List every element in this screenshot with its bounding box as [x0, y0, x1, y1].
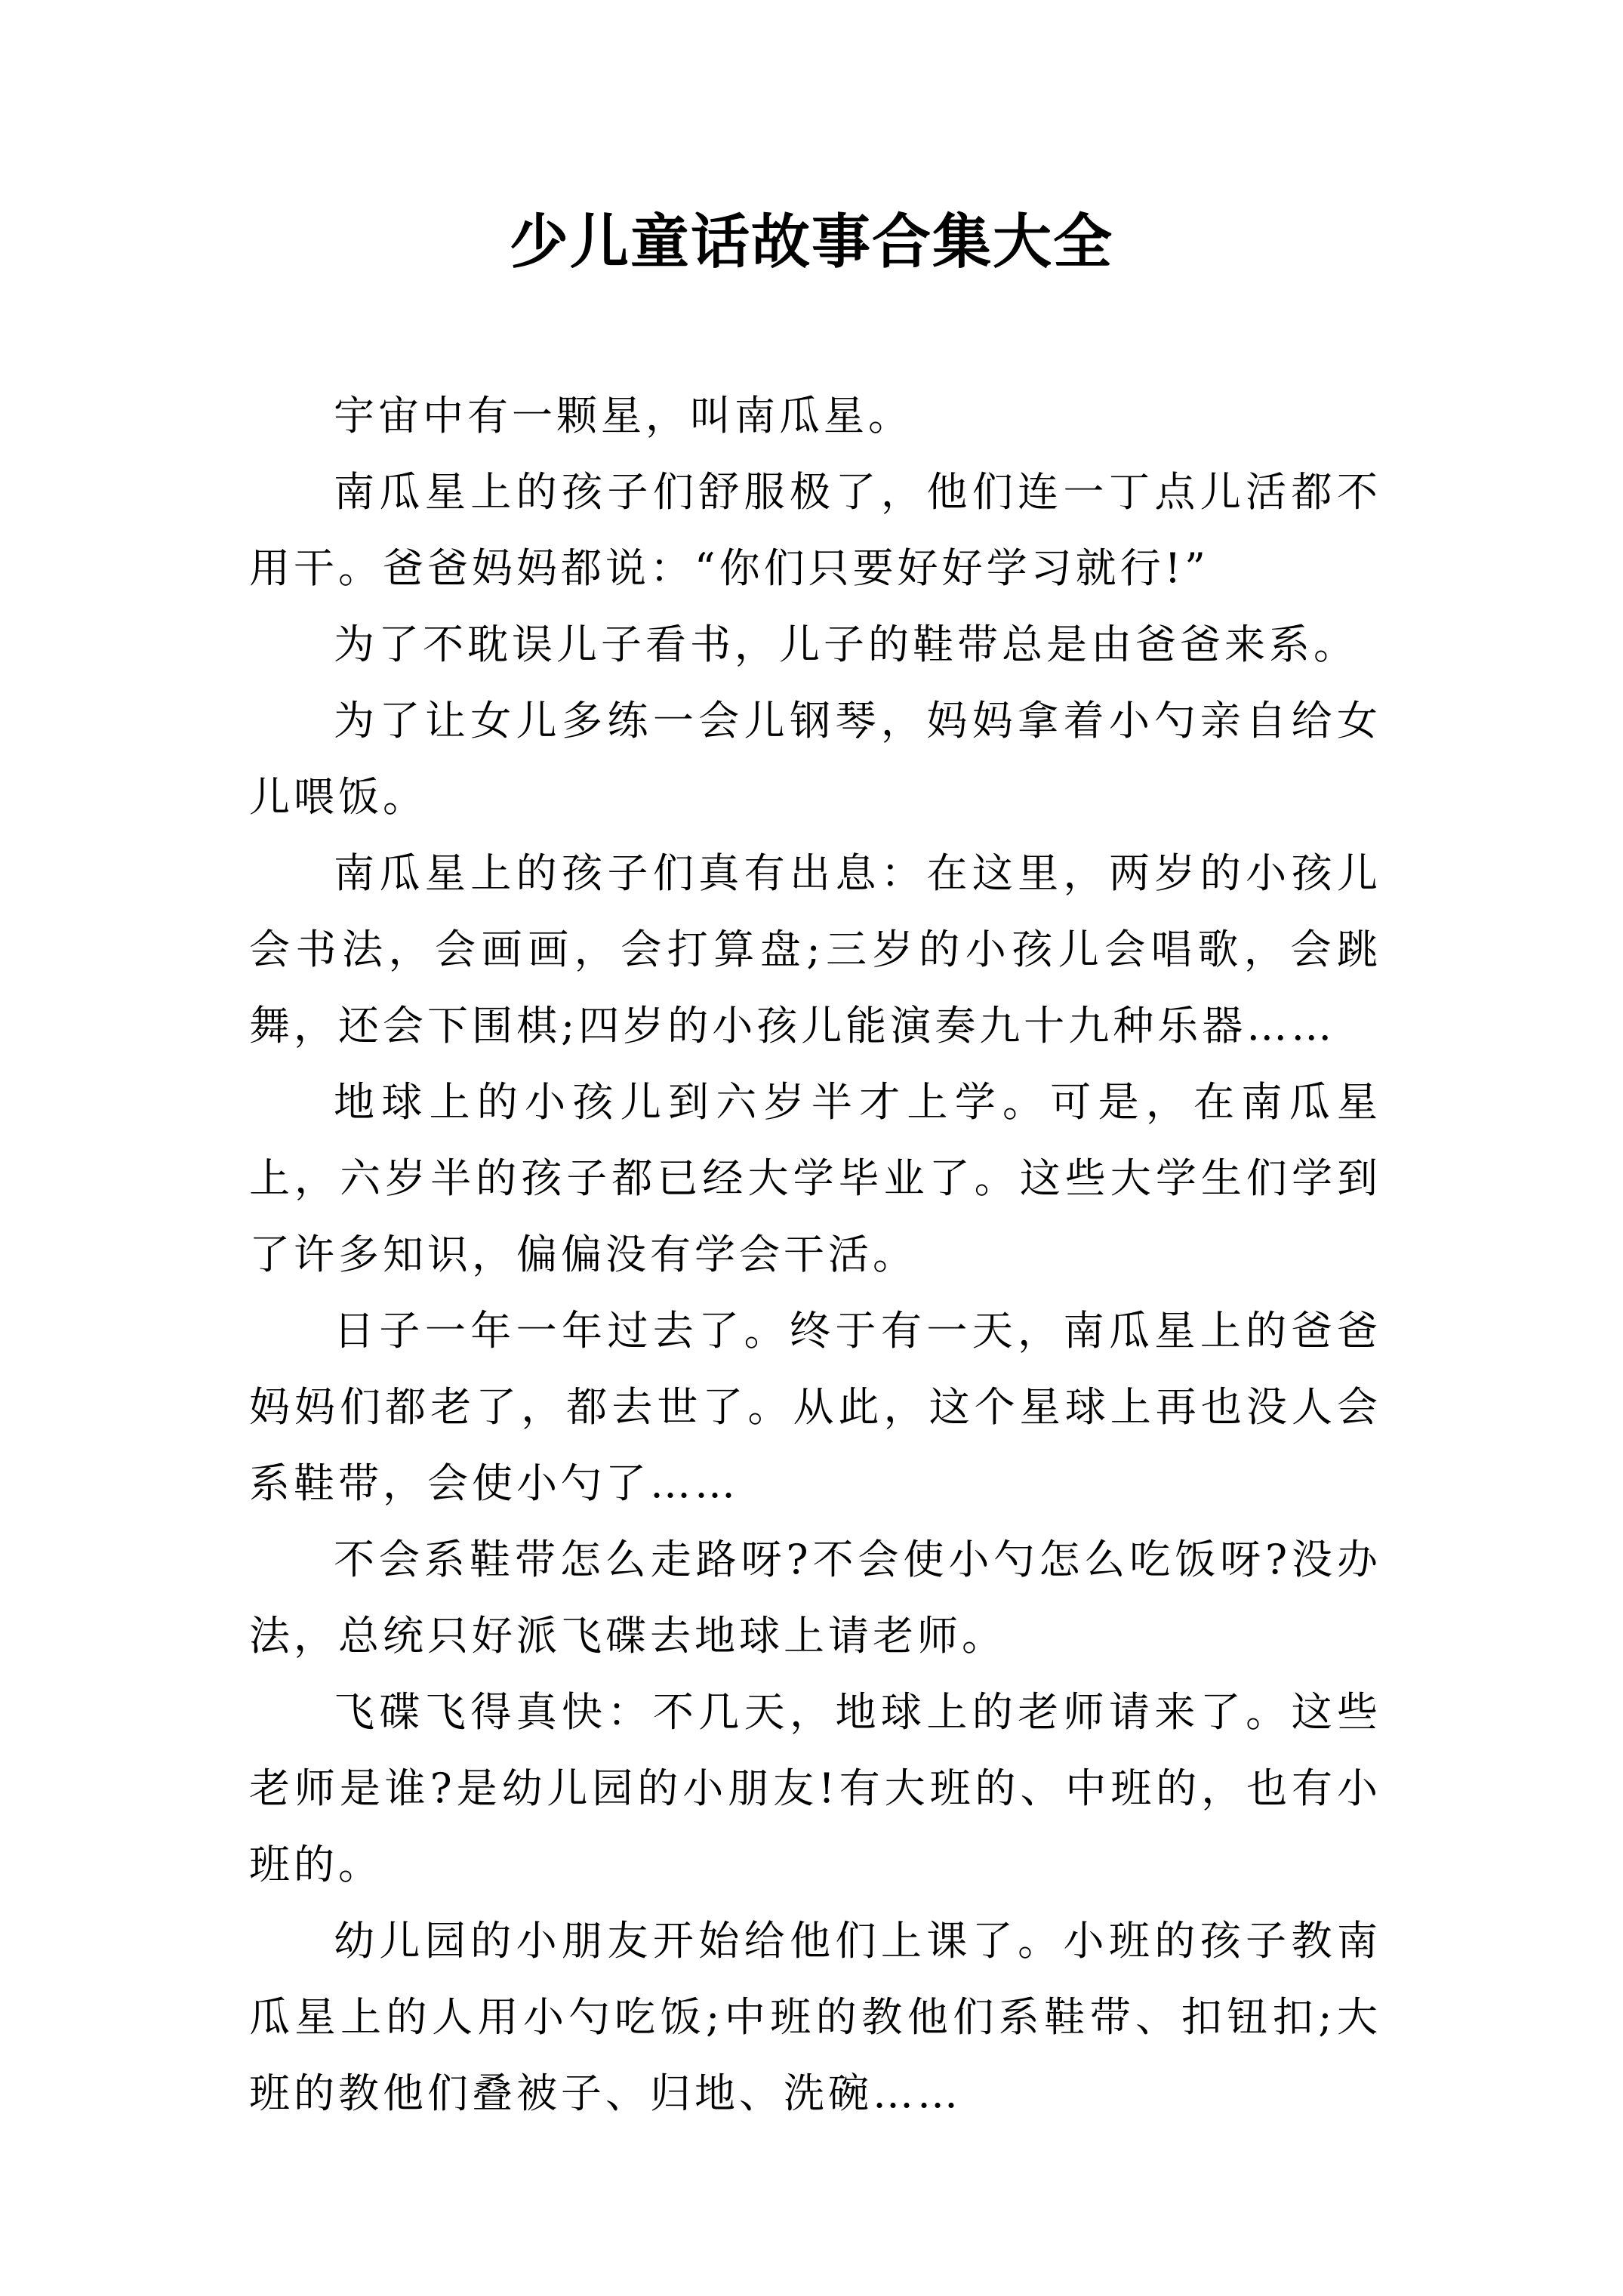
paragraph: 地球上的小孩儿到六岁半才上学。可是，在南瓜星上，六岁半的孩子都已经大学毕业了。这些大学生们学到了许多知识，偏偏没有学会干活。	[249, 1078, 1381, 1278]
paragraph: 日子一年一年过去了。终于有一天，南瓜星上的爸爸妈妈们都老了，都去世了。从此，这个星球上再也没人会系鞋带，会使小勺了……	[249, 1307, 1381, 1507]
document-body	[249, 378, 1381, 2131]
paragraph: 为了不耽误儿子看书，儿子的鞋带总是由爸爸来系。	[334, 621, 1358, 668]
paragraph: 南瓜星上的孩子们真有出息：在这里，两岁的小孩儿会书法，会画画，会打算盘;三岁的小孩儿会唱歌，会跳舞，还会下围棋;四岁的小孩儿能演奏九十九种乐器……	[249, 849, 1381, 1049]
paragraph: 飞碟飞得真快：不几天，地球上的老师请来了。这些老师是谁?是幼儿园的小朋友!有大班的、中班的，也有小班的。	[249, 1688, 1381, 1888]
document-title: 少儿童话故事合集大全	[509, 208, 1113, 276]
paragraph: 幼儿园的小朋友开始给他们上课了。小班的孩子教南瓜星上的人用小勺吃饭;中班的教他们系鞋带、扣钮扣;大班的教他们叠被子、归地、洗碗……	[249, 1917, 1381, 2117]
paragraph: 宇宙中有一颗星，叫南瓜星。	[334, 392, 913, 439]
paragraph: 为了让女儿多练一会儿钢琴，妈妈拿着小勺亲自给女儿喂饭。	[249, 697, 1381, 821]
paragraph: 南瓜星上的孩子们舒服极了，他们连一丁点儿活都不用干。爸爸妈妈都说：“你们只要好好学习就行!”	[249, 468, 1381, 592]
paragraph: 不会系鞋带怎么走路呀?不会使小勺怎么吃饭呀?没办法，总统只好派飞碟去地球上请老师。	[249, 1536, 1381, 1660]
